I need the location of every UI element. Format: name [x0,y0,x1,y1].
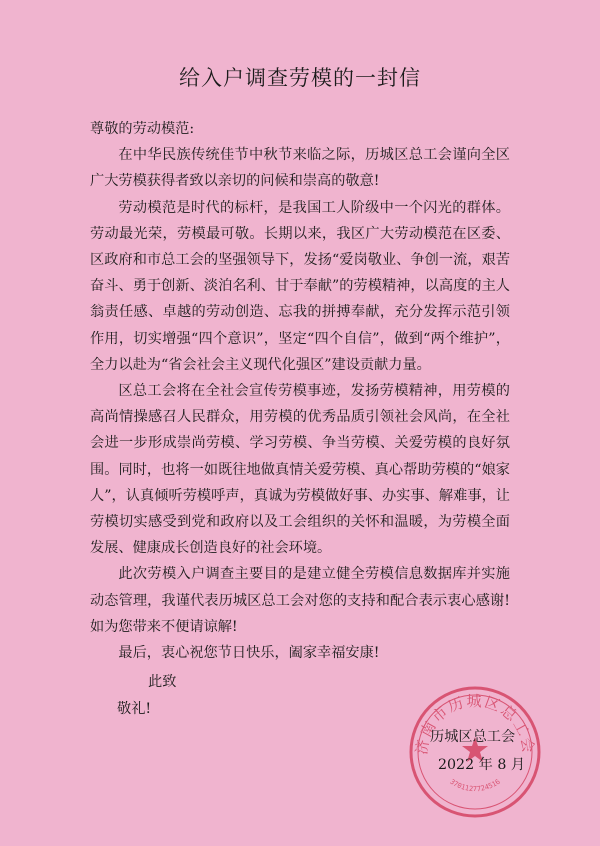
paragraph: 此次劳模入户调查主要目的是建立健全劳模信息数据库并实施动态管理，我谨代表历城区总工会对您的支持和配合表示衷心感谢!如为您带来不便请谅解! [90,566,510,635]
signature-date: 2022 年 8 月 [438,757,526,773]
paragraph: 劳动模范是时代的标杆，是我国工人阶级中一个闪光的群体。劳动最光荣，劳模最可敬。长期以来，我区广大劳动模范在区委、区政府和市总工会的坚强领导下，发扬“爱岗敬业、争创一流，艰苦奋斗、勇于创新、淡泊名利、甘于奉献”的劳模精神，以高度的主人翁责任感、卓越的劳动创造、忘我的拼搏奉献，充分发挥示范引领作用，切实增强“四个意识”，坚定“四个自信”，做到“两个维护”，全力以赴为“省会社会主义现代化强区”建设贡献力量。 [90,199,510,373]
closing-salute: 敬礼! [117,701,152,717]
page-title: 给入户调查劳模的一封信 [179,66,421,90]
paragraph: 在中华民族传统佳节中秋节来临之际，历城区总工会谨向全区广大劳模获得者致以亲切的问候和崇高的敬意! [90,147,510,190]
svg-text:3701127724516: 3701127724516 [448,777,502,794]
signature-organization: 历城区总工会 [430,729,516,745]
paragraph: 区总工会将在全社会宣传劳模事迹，发扬劳模精神，用劳模的高尚情操感召人民群众，用劳模的优秀品质引领社会风尚，在全社会进一步形成崇尚劳模、学习劳模、争当劳模、关爱劳模的良好氛围。同时，也将一如既往地做真情关爱劳模、真心帮助劳模的“娘家人”，认真倾听劳模呼声，真诚为劳模做好事、办实事、解难事，让劳模切实感受到党和政府以及工会组织的关怀和温暖，为劳模全面发展、健康成长创造良好的社会环境。 [90,383,510,557]
salutation: 尊敬的劳动模范: [90,121,195,137]
closing-phrase: 此致 [148,674,177,690]
paragraph: 最后，衷心祝您节日快乐，阖家幸福安康! [118,645,380,662]
svg-text:济南市历城区总工会: 济南市历城区总工会 [412,692,538,756]
letter-body [90,116,510,666]
official-seal-stamp [405,682,545,822]
